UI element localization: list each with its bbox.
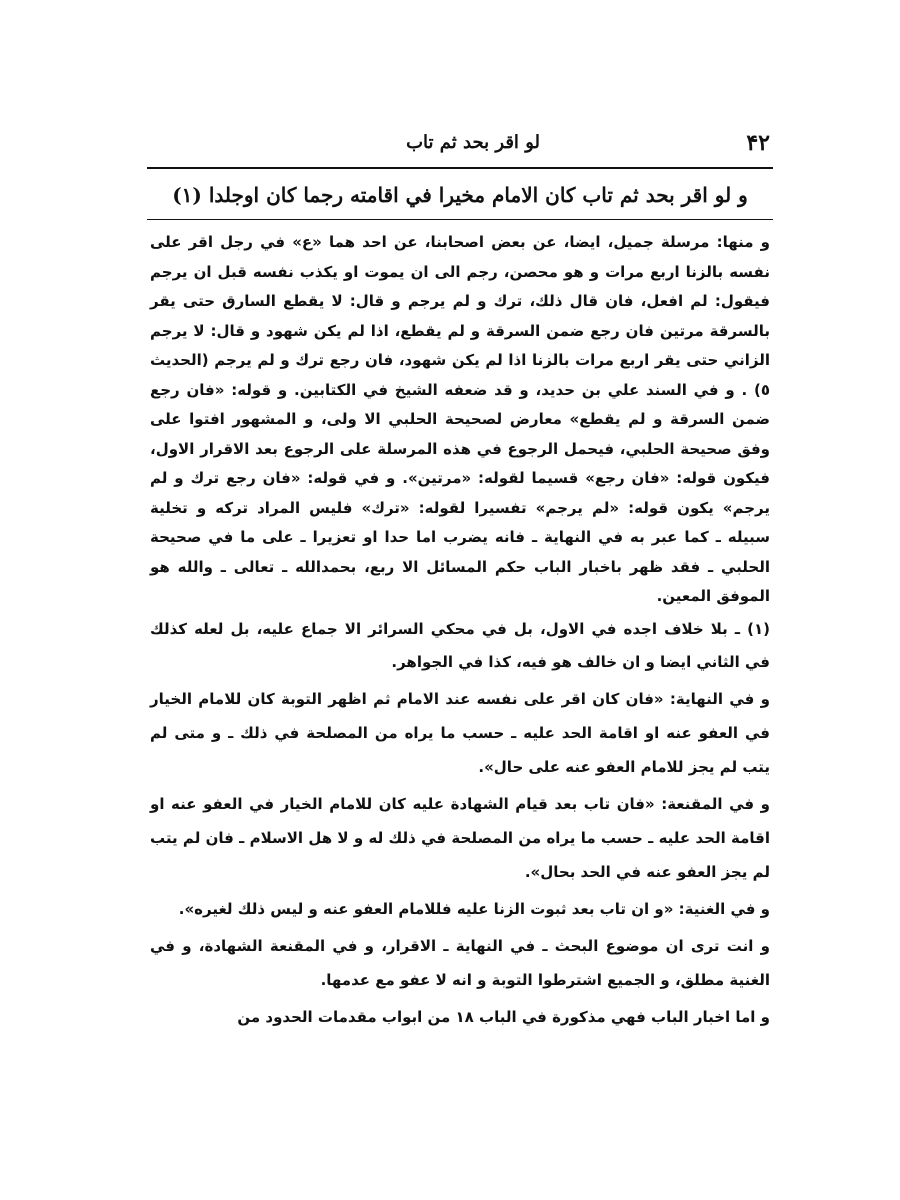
note-nihaya: و في النهاية: «فان كان اقر على نفسه عند الامام ثم اظهر التوبة كان للامام الخيار في العفو عنه او اقامة الحد عليه ـ حسب ما يراه من المصلحة في ذلك ـ و متى لم يتب لم يجز للامام العفو عنه على حال». bbox=[150, 689, 770, 776]
page-header bbox=[150, 128, 770, 162]
body-text bbox=[150, 228, 770, 1034]
header-rule bbox=[147, 167, 773, 169]
note-muqnia: و في المقنعة: «فان تاب بعد قيام الشهادة عليه كان للامام الخيار في العفو عنه او اقامة الحد عليه ـ حسب ما يراه من المصلحة في ذلك له و لا هل الاسلام ـ فان لم يتب لم يجز العفو عنه في الحد بحال». bbox=[150, 794, 770, 881]
note-ghunya: و في الغنية: «و ان تاب بعد ثبوت الزنا عليه فللامام العفو عنه و ليس ذلك لغيره». bbox=[178, 899, 770, 918]
page-number: ۴۲ bbox=[746, 130, 770, 156]
footnote-1: (١) ـ بلا خلاف اجده في الاول، بل في محكي السرائر الا جماع عليه، بل لعله كذلك في الثاني ايضا و ان خالف هو فيه، كذا في الجواهر. bbox=[150, 619, 770, 671]
note-bab-akhbar: و اما اخبار الباب فهي مذكورة في الباب ١٨ من ابواب مقدمات الحدود من bbox=[237, 1007, 770, 1026]
note-discussion: و انت ترى ان موضوع البحث ـ في النهاية ـ الاقرار، و في المقنعة الشهادة، و في الغنية مطلق، و الجميع اشترطوا التوبة و انه لا عفو مع عدمها. bbox=[150, 936, 770, 989]
chapter-heading: و لو اقر بحد ثم تاب كان الامام مخيرا في اقامته رجما كان اوجلدا (١) bbox=[172, 183, 748, 207]
heading-rule bbox=[147, 219, 773, 220]
running-title: لو اقر بحد ثم تاب bbox=[406, 132, 540, 153]
main-paragraph: و منها: مرسلة جميل، ايضا، عن بعض اصحابنا، عن احد هما «ع» في رجل اقر على نفسه بالزنا اربع مرات و هو محصن، رجم الى ان يموت او يكذب نفسه قبل ان يرجم فيقول: لم افعل، فان قال ذلك، ترك و لم يرجم و قال: لا يقطع السارق حتى يقر بالسرقة مرتين فان رجع ضمن السرقة و لم يقطع، اذا لم يكن شهود و قال: لا يرجم الزاني حتى يقر اربع مرات بالزنا اذا لم يكن شهود، فان رجع ترك و لم يرجم (الحديث ٥) . و في السند علي بن حديد، و قد ضعفه الشيخ في الكتابين. و قوله: «فان رجع ضمن السرقة و لم يقطع» معارض لصحيحة الحلبي الا ولى، و المشهور افتوا على وفق صحيحة الحلبي، فيحمل الرجوع في هذه المرسلة على الرجوع بعد الاقرار الاول، فيكون قوله: «فان رجع» قسيما لقوله: «مرتين». و في قوله: «فان رجع ترك و لم يرجم» يكون قوله: «لم يرجم» تفسيرا لقوله: «ترك» فليس المراد تركه و تخلية سبيله ـ كما عبر به في النهاية ـ فانه يضرب اما حدا او تعزيرا ـ على ما في صحيحة الحلبي ـ فقد ظهر باخبار الباب حكم المسائل الا ربع، بحمدالله ـ تعالى ـ والله هو الموفق المعين. bbox=[150, 233, 770, 605]
